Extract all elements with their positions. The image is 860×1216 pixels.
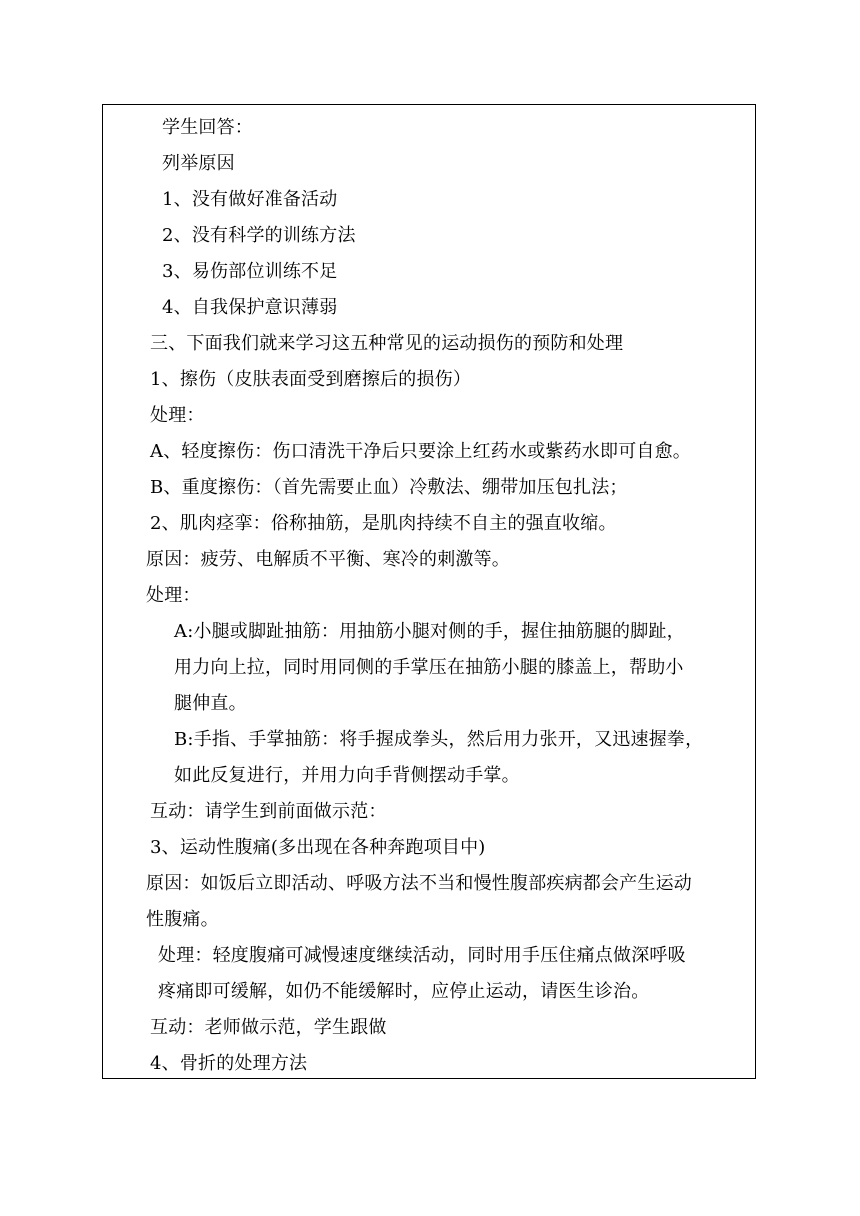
text-line-18: B:手指、手掌抽筋：将手握成拳头，然后用力张开，又迅速握拳， <box>174 729 704 750</box>
text-line-4: 2、没有科学的训练方法 <box>162 225 356 246</box>
text-line-10: A、轻度擦伤：伤口清洗干净后只要涂上红药水或紫药水即可自愈。 <box>150 441 691 462</box>
text-line-23: 性腹痛。 <box>146 909 219 930</box>
text-line-21: 3、运动性腹痛(多出现在各种奔跑项目中) <box>150 837 486 858</box>
text-line-11: B、重度擦伤：（首先需要止血）冷敷法、绷带加压包扎法； <box>150 477 628 498</box>
text-line-22: 原因：如饭后立即活动、呼吸方法不当和慢性腹部疾病都会产生运动 <box>146 873 692 894</box>
text-line-19: 如此反复进行，并用力向手背侧摆动手掌。 <box>174 765 520 786</box>
text-line-6: 4、自我保护意识薄弱 <box>162 297 338 318</box>
text-line-17: 腿伸直。 <box>174 693 247 714</box>
text-line-26: 互动：老师做示范，学生跟做 <box>150 1017 387 1038</box>
text-line-20: 互动：请学生到前面做示范： <box>150 801 387 822</box>
text-line-9: 处理： <box>150 405 205 426</box>
text-line-8: 1、擦伤（皮肤表面受到磨擦后的损伤） <box>150 369 472 390</box>
text-line-24: 处理：轻度腹痛可减慢速度继续活动，同时用手压住痛点做深呼吸 <box>158 945 686 966</box>
text-line-12: 2、肌肉痉挛：俗称抽筋，是肌肉持续不自主的强直收缩。 <box>150 513 617 534</box>
text-line-1: 学生回答： <box>162 117 253 138</box>
text-line-16: 用力向上拉，同时用同侧的手掌压在抽筋小腿的膝盖上，帮助小 <box>174 657 684 678</box>
text-line-27: 4、骨折的处理方法 <box>150 1053 308 1074</box>
text-line-14: 处理： <box>146 585 201 606</box>
text-line-25: 疼痛即可缓解，如仍不能缓解时，应停止运动，请医生诊治。 <box>158 981 650 1002</box>
text-line-3: 1、没有做好准备活动 <box>162 189 338 210</box>
text-line-7: 三、下面我们就来学习这五种常见的运动损伤的预防和处理 <box>150 333 624 354</box>
text-line-5: 3、易伤部位训练不足 <box>162 261 338 282</box>
text-line-15: A:小腿或脚趾抽筋：用抽筋小腿对侧的手，握住抽筋腿的脚趾， <box>174 621 685 642</box>
text-line-2: 列举原因 <box>162 153 235 174</box>
text-line-13: 原因：疲劳、电解质不平衡、寒冷的刺激等。 <box>146 549 510 570</box>
